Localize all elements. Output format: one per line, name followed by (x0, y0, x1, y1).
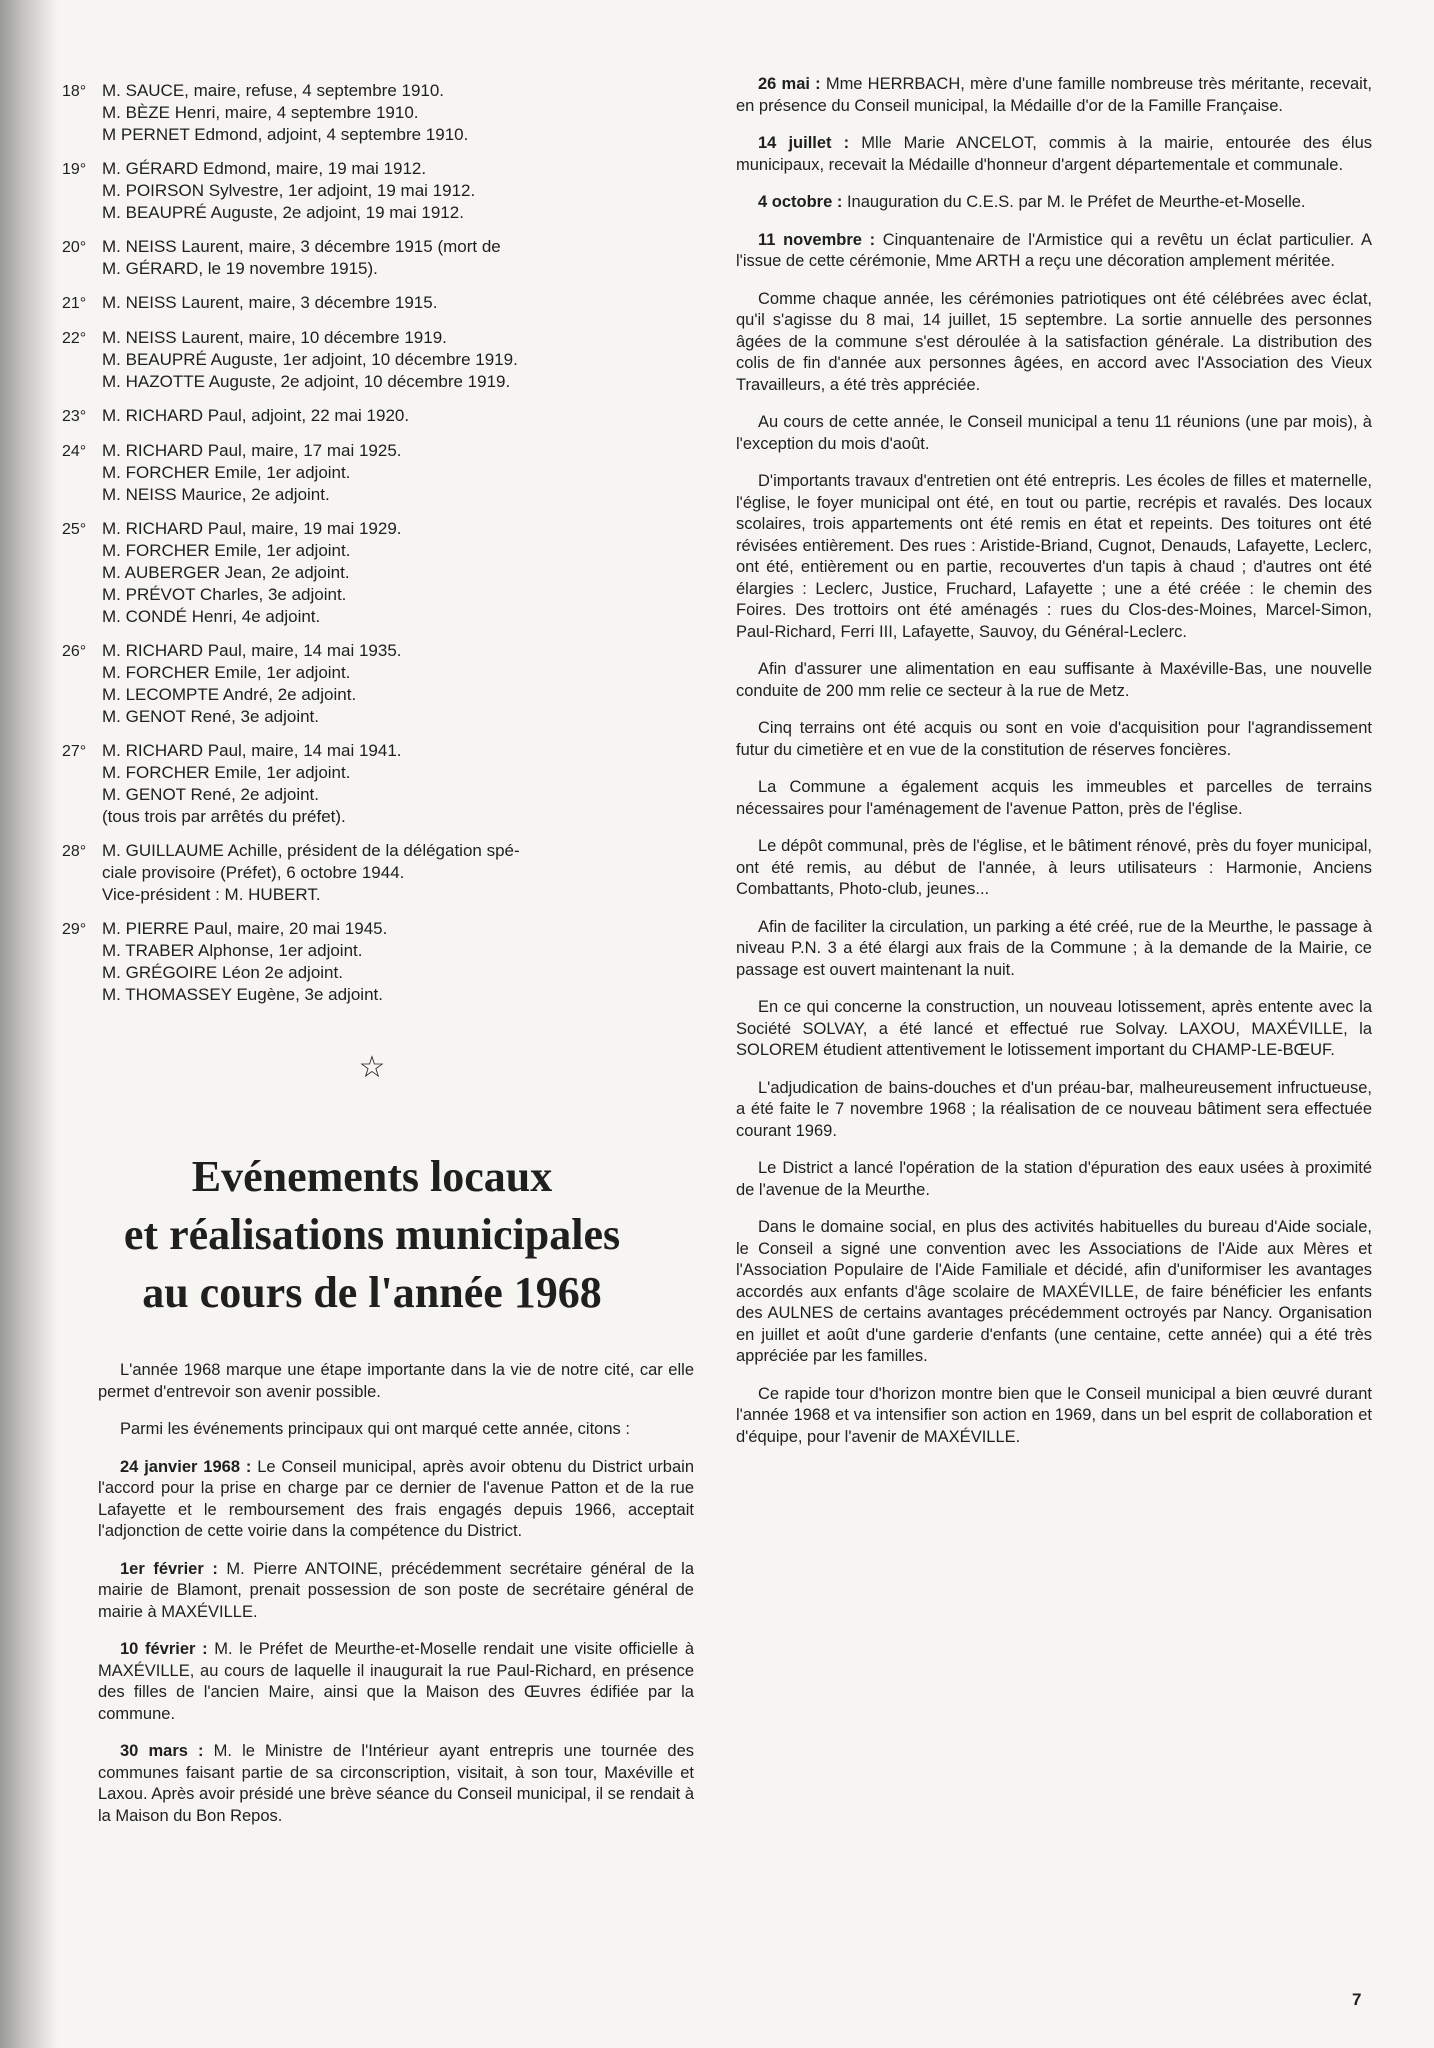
entry-line: M. FORCHER Emile, 1er adjoint. (102, 763, 351, 782)
mayor-entry (62, 80, 662, 146)
star-ornament: ☆ (358, 1051, 386, 1084)
paragraph (736, 917, 1372, 982)
entry-line: M. SAUCE, maire, refuse, 4 septembre 1910. (102, 81, 445, 100)
paragraph-text: L'année 1968 marque une étape importante dans la vie de notre cité, car elle permet d'entrevoir son avenir possible. (98, 1361, 694, 1401)
mayor-entry (62, 292, 662, 315)
event-date: 4 octobre : (758, 193, 843, 211)
entry-line: M. NEISS Laurent, maire, 3 décembre 1915. (102, 293, 438, 312)
paragraph-text: Le District a lancé l'opération de la station d'épuration des eaux usées à proximité de l'avenue de la Meurthe. (736, 1159, 1372, 1199)
paragraph-text: Dans le domaine social, en plus des activités habituelles du bureau d'Aide sociale, le Conseil a signé une convention avec les Associations de l'Aide aux Mères et l'Association Populaire de l'Aide Familiale et décidé, afin d'uniformiser les avantages accordés aux enfants d'âge scolaire de MAXÉVILLE, de faire bénéficier les enfants des AULNES de certains avantages précédemment octroyés par Nancy. Organisation en juillet et août d'une garderie d'enfants (une centaine, cette année) qui a été très appréciée par les familles. (736, 1218, 1372, 1365)
event-date: 30 mars : (120, 1742, 204, 1760)
mayor-entry (62, 918, 662, 1006)
entry-line: M. PRÉVOT Charles, 3e adjoint. (102, 585, 347, 604)
paragraph (736, 1384, 1372, 1449)
mayor-entry (62, 518, 662, 628)
entry-line: ciale provisoire (Préfet), 6 octobre 1944. (102, 863, 405, 882)
paragraph-text: En ce qui concerne la construction, un nouveau lotissement, après entente avec la Société SOLVAY, a été lancé et effectué rue Solvay. LAXOU, MAXÉVILLE, la SOLOREM étudient attentivement le lotissement important du CHAMP-LE-BŒUF. (736, 998, 1372, 1059)
paragraph-text: Le dépôt communal, près de l'église, et le bâtiment rénové, près du foyer municipal, ont été remis, au début de l'année, à leurs utilisateurs : Harmonie, Anciens Combattants, Photo-club, jeunes... (736, 837, 1372, 898)
paragraph (736, 289, 1372, 397)
entry-number: 28° (62, 843, 87, 860)
entry-line: M. FORCHER Emile, 1er adjoint. (102, 463, 351, 482)
paragraph (736, 230, 1372, 273)
entry-line: M. BEAUPRÉ Auguste, 2e adjoint, 19 mai 1912. (102, 203, 464, 222)
mayor-entry (62, 840, 662, 906)
mayor-entry (62, 440, 662, 506)
event-date: 26 mai : (758, 75, 821, 93)
page-number: 7 (1352, 1990, 1362, 2009)
entry-line: M. FORCHER Emile, 1er adjoint. (102, 663, 351, 682)
entry-line: M. AUBERGER Jean, 2e adjoint. (102, 563, 350, 582)
paragraph-text: Mme HERRBACH, mère d'une famille nombreuse très méritante, recevait, en présence du Conseil municipal, la Médaille d'or de la Famille Française. (736, 75, 1372, 115)
entry-line: M. NEISS Laurent, maire, 10 décembre 1919. (102, 328, 447, 347)
paragraph (736, 133, 1372, 176)
event-date: 14 juillet : (758, 134, 850, 152)
event-date: 11 novembre : (758, 230, 876, 249)
mayor-entry (62, 405, 662, 428)
event-date: 10 février : (120, 1640, 208, 1658)
paragraph-text: D'importants travaux d'entretien ont été entrepris. Les écoles de filles et maternelle, l'église, le foyer municipal ont été, en tout ou partie, recrépis et ravalés. Des locaux scolaires, trois appartements ont été remis en état et repeints. Des toitures ont été révisées entièrement. Des rues : Aristide-Briand, Cugnot, Denauds, Lafayette, Leclerc, ont été, entièrement ou en partie, recouvertes d'un tapis à chaud ; d'autres ont été élargies : Leclerc, Justice, Fruchard, Lafayette ; une a été créée : le chemin des Foires. Des trottoirs ont été aménagés : rues du Clos-des-Moines, Marcel-Simon, Paul-Richard, Ferri III, Lafayette, Sauvoy, du Général-Leclerc. (736, 472, 1372, 641)
paragraph (98, 1559, 694, 1624)
entry-line: M. PIERRE Paul, maire, 20 mai 1945. (102, 919, 388, 938)
entry-line: M. BEAUPRÉ Auguste, 1er adjoint, 10 décembre 1919. (102, 350, 518, 369)
paragraph (736, 192, 1372, 214)
heading-line-1: Evénements locaux (191, 1152, 553, 1201)
mayor-entry (62, 236, 662, 280)
entry-number: 27° (62, 743, 87, 760)
paragraph (98, 1360, 694, 1403)
entry-line: M. CONDÉ Henri, 4e adjoint. (102, 607, 321, 626)
entry-line: M. RICHARD Paul, maire, 14 mai 1941. (102, 741, 402, 760)
entry-line: Vice-président : M. HUBERT. (102, 885, 321, 904)
paragraph-text: Cinquantenaire de l'Armistice qui a revêtu un éclat particulier. A l'issue de cette cérémonie, Mme ARTH a reçu une décoration amplement méritée. (736, 230, 1372, 270)
section-heading (62, 1148, 682, 1322)
paragraph-text: Afin de faciliter la circulation, un parking a été créé, rue de la Meurthe, le passage à niveau P.N. 3 a été élargi aux frais de la Commune ; à la demande de la Mairie, ce passage est ouvert maintenant la nuit. (736, 917, 1372, 979)
paragraph-text: M. le Préfet de Meurthe-et-Moselle rendait une visite officielle à MAXÉVILLE, au cours de laquelle il inaugurait la rue Paul-Richard, en présence des filles de l'ancien Maire, ainsi que la Maison des Œuvres édifiée par la commune. (98, 1640, 694, 1723)
entry-number: 19° (62, 161, 87, 178)
entry-line: (tous trois par arrêtés du préfet). (102, 807, 346, 826)
paragraph-text: Afin d'assurer une alimentation en eau suffisante à Maxéville-Bas, une nouvelle conduite de 200 mm relie ce secteur à la rue de Metz. (736, 660, 1372, 700)
entry-line: M. POIRSON Sylvestre, 1er adjoint, 19 mai 1912. (102, 181, 476, 200)
mayor-list (62, 80, 662, 1018)
entry-number: 20° (62, 239, 87, 256)
paragraph-text: Mlle Marie ANCELOT, commis à la mairie, entourée des élus municipaux, recevait la Médaille d'honneur d'argent départementale et communale. (736, 134, 1372, 174)
entry-line: M. GÉRARD, le 19 novembre 1915). (102, 259, 378, 278)
paragraph (736, 836, 1372, 901)
entry-line: M. THOMASSEY Eugène, 3e adjoint. (102, 985, 383, 1004)
paragraph-text: Comme chaque année, les cérémonies patriotiques ont été célébrées avec éclat, qu'il s'agisse du 8 mai, 14 juillet, 15 septembre. La sortie annuelle des personnes âgées de la commune s'est déroulée à la satisfaction générale. La distribution des colis de fin d'année aux personnes âgées, en accord avec l'Association des Vieux Travailleurs, a été très appréciée. (736, 289, 1372, 394)
paragraph-text: Ce rapide tour d'horizon montre bien que le Conseil municipal a bien œuvré durant l'année 1968 et va intensifier son action en 1969, dans un bel esprit de collaboration et d'équipe, pour l'avenir de MAXÉVILLE. (736, 1384, 1372, 1446)
paragraph (736, 1158, 1372, 1201)
mayor-entry (62, 740, 662, 828)
entry-line: M. GUILLAUME Achille, président de la délégation spé- (102, 841, 520, 860)
entry-number: 23° (62, 408, 87, 425)
entry-number: 26° (62, 643, 87, 660)
entry-number: 22° (62, 330, 87, 347)
entry-line: M. RICHARD Paul, adjoint, 22 mai 1920. (102, 406, 410, 425)
paragraph (98, 1741, 694, 1827)
entry-line: M. RICHARD Paul, maire, 19 mai 1929. (102, 519, 402, 538)
event-date: 1er février : (120, 1559, 218, 1578)
paragraph-text: Cinq terrains ont été acquis ou sont en voie d'acquisition pour l'agrandissement futur du cimetière et en vue de la constitution de réserves foncières. (736, 719, 1372, 759)
entry-line: M PERNET Edmond, adjoint, 4 septembre 1910. (102, 125, 469, 144)
entry-line: M. NEISS Maurice, 2e adjoint. (102, 485, 330, 504)
event-date: 24 janvier 1968 : (120, 1457, 252, 1476)
paragraph-text: M. le Ministre de l'Intérieur ayant entrepris une tournée des communes faisant partie de sa circonscription, visitait, à son tour, Maxéville et Laxou. Après avoir présidé une brève séance du Conseil municipal, il se rendait à la Maison du Bon Repos. (98, 1742, 694, 1825)
paragraph-text: Inauguration du C.E.S. par M. le Préfet de Meurthe-et-Moselle. (842, 193, 1306, 211)
paragraph-text: Le Conseil municipal, après avoir obtenu du District urbain l'accord pour la prise en charge par ce dernier de l'avenue Patton et de la rue Lafayette et le remboursement des frais engagés depuis 1966, acceptait l'adjonction de cette voirie dans la compétence du District. (98, 1457, 694, 1540)
paragraph (736, 659, 1372, 702)
paragraph (736, 471, 1372, 643)
paragraph (736, 718, 1372, 761)
paragraph (736, 1078, 1372, 1143)
paragraph (736, 412, 1372, 455)
mayor-entry (62, 640, 662, 728)
entry-line: M. HAZOTTE Auguste, 2e adjoint, 10 décembre 1919. (102, 372, 511, 391)
entry-line: M. NEISS Laurent, maire, 3 décembre 1915 (mort de (102, 237, 501, 256)
entry-line: M. LECOMPTE André, 2e adjoint. (102, 685, 357, 704)
entry-number: 24° (62, 443, 87, 460)
entry-line: M. RICHARD Paul, maire, 17 mai 1925. (102, 441, 402, 460)
right-body-text (736, 74, 1372, 1464)
entry-number: 21° (62, 295, 87, 312)
paragraph (736, 74, 1372, 117)
entry-line: M. FORCHER Emile, 1er adjoint. (102, 541, 351, 560)
paragraph-text: L'adjudication de bains-douches et d'un préau-bar, malheureusement infructueuse, a été faite le 7 novembre 1968 ; la réalisation de ce nouveau bâtiment sera effectuée courant 1969. (736, 1078, 1372, 1140)
paragraph (98, 1639, 694, 1725)
heading-line-2: et réalisations municipales (123, 1210, 621, 1259)
heading-line-3: au cours de l'année 1968 (142, 1268, 602, 1317)
left-body-text (98, 1360, 694, 1843)
entry-line: M. GENOT René, 2e adjoint. (102, 785, 320, 804)
entry-line: M. RICHARD Paul, maire, 14 mai 1935. (102, 641, 402, 660)
mayor-entry (62, 158, 662, 224)
paragraph (736, 1217, 1372, 1368)
entry-line: M. GRÉGOIRE Léon 2e adjoint. (102, 963, 343, 982)
paragraph-text: M. Pierre ANTOINE, précédemment secrétaire général de la mairie de Blamont, prenait possession de son poste de secrétaire général de mairie à MAXÉVILLE. (98, 1559, 695, 1621)
entry-number: 25° (62, 521, 87, 538)
paragraph-text: La Commune a également acquis les immeubles et parcelles de terrains nécessaires pour l'aménagement de l'avenue Patton, près de l'église. (736, 778, 1372, 818)
paragraph (736, 997, 1372, 1062)
entry-line: M. BÈZE Henri, maire, 4 septembre 1910. (102, 103, 419, 122)
entry-number: 18° (62, 83, 87, 100)
entry-line: M. GÉRARD Edmond, maire, 19 mai 1912. (102, 159, 427, 178)
entry-number: 29° (62, 921, 87, 938)
paragraph-text: Au cours de cette année, le Conseil municipal a tenu 11 réunions (une par mois), à l'exception du mois d'août. (736, 413, 1372, 453)
entry-line: M. TRABER Alphonse, 1er adjoint. (102, 941, 363, 960)
paragraph (98, 1457, 694, 1543)
paragraph-text: Parmi les événements principaux qui ont marqué cette année, citons : (120, 1420, 630, 1438)
entry-line: M. GENOT René, 3e adjoint. (102, 707, 320, 726)
paragraph (98, 1419, 694, 1441)
page-gutter-shadow (0, 0, 58, 2048)
mayor-entry (62, 327, 662, 393)
paragraph (736, 777, 1372, 820)
